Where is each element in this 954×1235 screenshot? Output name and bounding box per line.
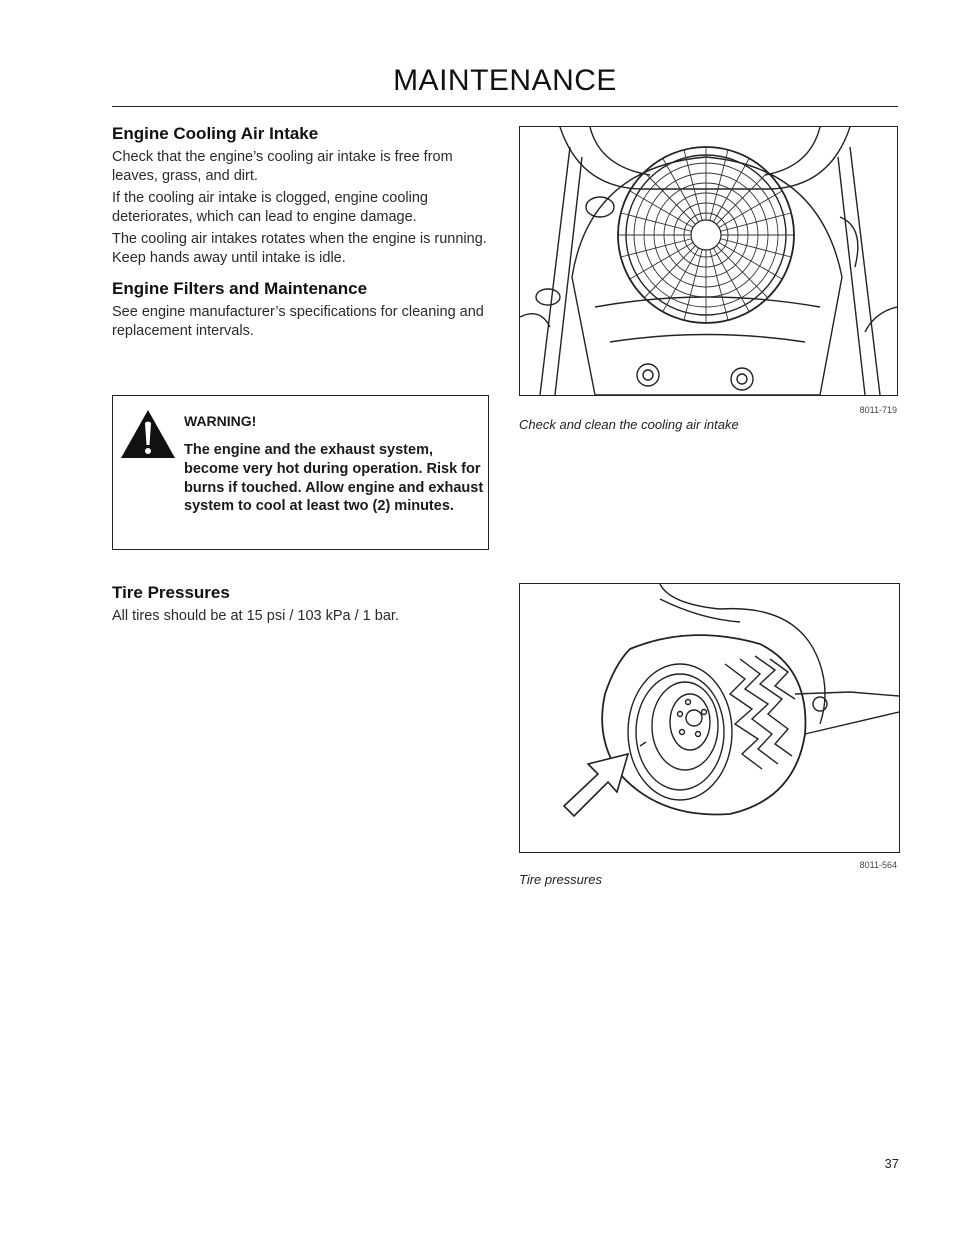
cooling-intake-illustration — [519, 126, 898, 396]
warning-box — [112, 395, 489, 550]
figure-caption-cooling: Check and clean the cooling air intake — [519, 417, 739, 432]
warning-text: The engine and the exhaust system, become very hot during operation. Risk for burns if touched. Allow engine and exhaust system to cool at least two (2) minutes. — [184, 442, 484, 515]
section-heading-cooling: Engine Cooling Air Intake — [112, 124, 319, 143]
warning-triangle-icon — [119, 408, 177, 460]
cooling-paragraph-1: Check that the engine’s cooling air intake is free from leaves, grass, and dirt. — [112, 149, 453, 184]
figure-caption-tire: Tire pressures — [519, 872, 602, 887]
tires-paragraph-1: All tires should be at 15 psi / 103 kPa / 1 bar. — [112, 608, 399, 624]
figure-code-cooling: 8011-719 — [859, 405, 897, 415]
section-heading-filters: Engine Filters and Maintenance — [112, 279, 368, 298]
cooling-paragraph-2: If the cooling air intake is clogged, engine cooling deteriorates, which can lead to engine damage. — [112, 190, 428, 225]
warning-title: WARNING! — [184, 413, 257, 429]
tire-illustration — [519, 583, 900, 853]
filters-paragraph-1: See engine manufacturer’s specifications for cleaning and replacement intervals. — [112, 304, 484, 339]
section-heading-tires: Tire Pressures — [112, 583, 230, 602]
title-divider — [112, 106, 898, 107]
figure-code-tire: 8011-564 — [859, 860, 897, 870]
cooling-paragraph-3: The cooling air intakes rotates when the engine is running. Keep hands away until intake is idle. — [112, 231, 487, 266]
page-number: 37 — [884, 1156, 899, 1171]
page-title: MAINTENANCE — [393, 64, 617, 97]
